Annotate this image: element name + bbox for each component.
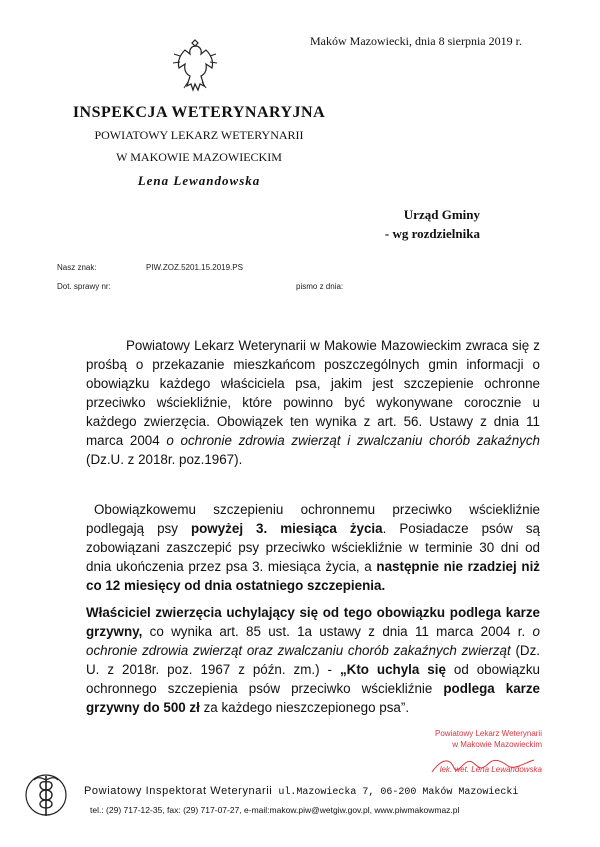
paragraph-1 (86, 336, 540, 469)
polish-eagle-icon (168, 36, 222, 98)
place-date: Maków Mazowiecki, dnia 8 sierpnia 2019 r. (310, 34, 522, 48)
p3-text: co wynika art. 85 ust. 1a ustawy z dnia 11 marca 2004 r. (142, 624, 533, 639)
p2-text-2: . Posiadacze psów są zobowiązani zaszczepić psy przeciwko wściekliźnie w terminie 30 dni od dnia ukończenia przez psa 3. miesiąca życia, a (86, 521, 540, 574)
p1-text: Powiatowy Lekarz Weterynarii w Makowie Mazowieckim zwraca się z prośbą o przekazanie mieszkańcom poszczególnych gmin informacji o obowiązku każdego właściciela psa, jakim jest szczepienie ochronne przeciwko wściekliźnie, które powinno być wykonywane corocznie u każdego zwierzęcia. Obowiązek ten wynika z art. 56. Ustawy z dnia 11 marca 2004 (86, 338, 540, 448)
recipient-line1: Urząd Gminy (403, 207, 480, 222)
p3-quote-end: za każdego nieszczepionego psa”. (199, 700, 410, 715)
case-ref-label: Dot. sprawy nr: (57, 282, 111, 291)
p2-interval: następnie nie rzadziej niż co 12 miesięcy od dnia ostatniego szczepienia. (86, 559, 540, 593)
p1-citation: (Dz.U. z 2018r. poz.1967). (86, 452, 243, 467)
p3-quote-start: „Kto uchyla się (339, 662, 446, 677)
our-ref-value: PIW.ZOZ.5201.15.2019.PS (146, 263, 243, 272)
institution-title: INSPEKCJA WETERYNARYJNA (72, 104, 326, 121)
caduceus-icon (24, 768, 68, 822)
signature (424, 754, 544, 778)
p2-text: Obowiązkowemu szczepieniu ochronnemu przeciwko wściekliźnie podlegają psy (86, 502, 540, 536)
institution-name: Lena Lewandowska (137, 173, 261, 188)
institution-line2: W MAKOWIE MAZOWIECKIM (116, 150, 282, 164)
institution-line1: POWIATOWY LEKARZ WETERYNARII (94, 128, 304, 142)
our-ref-label: Nasz znak: (57, 263, 97, 272)
letter-date-label: pismo z dnia: (296, 282, 344, 291)
footer-address: ul.Mazowiecka 7, 06-200 Maków Mazowiecki (272, 787, 519, 798)
stamp-line1: Powiatowy Lekarz Weterynarii (434, 729, 542, 738)
footer-org-line (84, 785, 518, 798)
paragraph-2 (86, 500, 540, 595)
paragraph-3 (86, 603, 540, 717)
p3-act-title: o ochronie zdrowia zwierząt oraz zwalczaniu chorób zakaźnych zwierząt (86, 624, 540, 658)
p3-citation: (Dz. U. z 2018r. poz. 1967 z późn. zm.) - (86, 643, 540, 677)
p2-age: powyżej 3. miesiąca życia (190, 521, 383, 536)
p1-act-title: o ochronie zdrowia zwierząt i zwalczaniu chorób zakaźnych (166, 433, 540, 448)
recipient-block (360, 205, 480, 243)
stamp-line2: w Makowie Mazowieckim (452, 740, 542, 749)
p3-fine: podlega karze grzywny do 500 zł (86, 681, 540, 715)
p3-penalty-lead: Właściciel zwierzęcia uchylający się od tego obowiązku podlega karze grzywny, (86, 605, 540, 639)
recipient-line2: - wg rozdzielnika (384, 226, 480, 241)
stamp-signatory: lek. wet. Lena Lewandowska (439, 765, 542, 774)
footer-contact: tel.: (29) 717-12-35, fax: (29) 717-07-27, e-mail:makow.piw@wetgiw.gov.pl, www.piwmakowmaz.pl (90, 805, 460, 815)
p3-text-2: od obowiązku ochronnego szczepienia psów przeciwko wściekliźnie (86, 662, 541, 696)
footer-org: Powiatowy Inspektorat Weterynarii (84, 785, 273, 797)
